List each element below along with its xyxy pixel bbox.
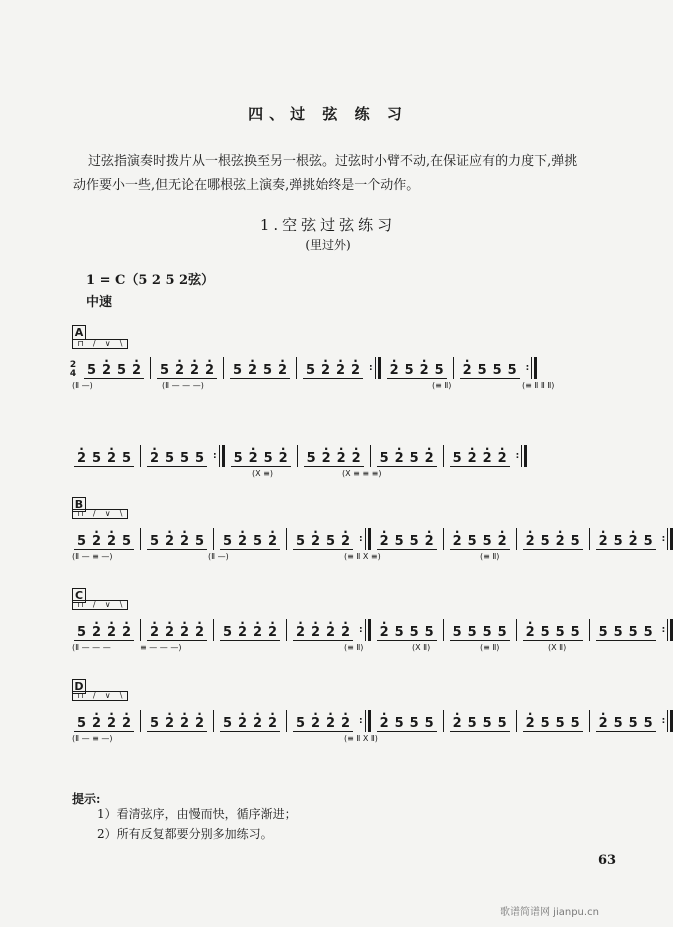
score-line xyxy=(68,357,537,379)
note: 5 xyxy=(450,451,465,467)
note: 5 xyxy=(147,534,162,550)
note: 5 xyxy=(538,534,553,550)
note: · 2 xyxy=(202,363,217,379)
note: · 2 xyxy=(334,451,349,467)
fingering xyxy=(276,643,344,652)
measure xyxy=(298,445,370,467)
measure xyxy=(444,710,516,732)
note: 5 xyxy=(611,534,626,550)
note: · 2 xyxy=(162,534,177,550)
hint-item-1: 1）看清弦序，由慢而快，循序渐进； xyxy=(97,807,297,821)
note: 5 xyxy=(392,625,407,641)
note: 5 xyxy=(392,534,407,550)
fingering: (≡ Ⅱ) xyxy=(344,643,364,652)
note: 5 xyxy=(84,363,99,379)
note: 5 xyxy=(293,534,308,550)
note: 5 xyxy=(231,451,246,467)
measure xyxy=(590,619,662,641)
fingering: (Ⅱ —) xyxy=(72,381,93,390)
note: 5 xyxy=(114,363,129,379)
fingering-line xyxy=(72,734,616,743)
measure xyxy=(78,357,150,379)
note: 5 xyxy=(480,534,495,550)
fingering-line xyxy=(72,552,616,561)
note: · 2 xyxy=(465,451,480,467)
note: 5 xyxy=(495,716,510,732)
note: · 2 xyxy=(265,716,280,732)
fingering-line xyxy=(72,469,612,478)
note: · 2 xyxy=(177,625,192,641)
measure xyxy=(68,528,140,550)
note: · 2 xyxy=(119,625,134,641)
note: · 2 xyxy=(246,451,261,467)
note: · 2 xyxy=(450,534,465,550)
note: · 2 xyxy=(596,716,611,732)
note: 5 xyxy=(465,716,480,732)
note: 5 xyxy=(422,716,437,732)
measure xyxy=(214,710,286,732)
note: 5 xyxy=(626,625,641,641)
note: · 2 xyxy=(323,716,338,732)
note: 5 xyxy=(568,534,583,550)
exercise-label: D xyxy=(72,679,86,694)
measure xyxy=(381,357,453,379)
time-signature: 2 4 xyxy=(69,360,77,379)
fingering xyxy=(548,552,616,561)
measure xyxy=(68,619,140,641)
note: 5 xyxy=(162,451,177,467)
fingering: (≡ Ⅱ X ≡) xyxy=(344,552,381,561)
measure xyxy=(517,619,589,641)
note: · 2 xyxy=(348,363,363,379)
repeat-sign: : xyxy=(359,710,371,732)
fingering xyxy=(548,734,616,743)
note: 5 xyxy=(323,534,338,550)
note: · 2 xyxy=(387,363,402,379)
note: 5 xyxy=(407,451,422,467)
repeat-sign: : xyxy=(526,357,538,379)
note: 5 xyxy=(74,716,89,732)
fingering: (X Ⅱ) xyxy=(412,643,431,652)
measure xyxy=(590,710,662,732)
fingering: (Ⅱ —) xyxy=(208,552,229,561)
fingering xyxy=(140,552,208,561)
section-title: 1.空弦过弦练习 xyxy=(259,216,397,234)
fingering xyxy=(72,469,162,478)
fingering: ≡ — — —) xyxy=(140,643,182,652)
note: 5 xyxy=(402,363,417,379)
note: 5 xyxy=(432,363,447,379)
fingering-line xyxy=(72,381,612,390)
note: · 2 xyxy=(349,451,364,467)
note: · 2 xyxy=(596,534,611,550)
measure xyxy=(287,528,359,550)
note: 5 xyxy=(596,625,611,641)
note: · 2 xyxy=(523,625,538,641)
measure xyxy=(141,528,213,550)
note: 5 xyxy=(568,716,583,732)
fingering: (≡ Ⅱ) xyxy=(480,552,500,561)
note: · 2 xyxy=(293,625,308,641)
note: · 2 xyxy=(177,534,192,550)
note: 5 xyxy=(495,625,510,641)
section-subtitle: (里过外) xyxy=(305,238,351,252)
note: · 2 xyxy=(308,625,323,641)
note: 5 xyxy=(220,716,235,732)
note: · 2 xyxy=(318,363,333,379)
repeat-sign: : xyxy=(662,619,673,641)
bowing-box: ⊓ / ∨ \ xyxy=(72,600,128,610)
note: 5 xyxy=(293,716,308,732)
score-line xyxy=(68,445,527,467)
note: 5 xyxy=(641,534,656,550)
repeat-sign: : xyxy=(359,619,371,641)
note: 5 xyxy=(392,716,407,732)
score-line xyxy=(68,528,673,550)
note: 5 xyxy=(407,534,422,550)
measure xyxy=(454,357,526,379)
bowing-box: ⊓ / ∨ \ xyxy=(72,339,128,349)
fingering xyxy=(412,734,480,743)
note: 5 xyxy=(304,451,319,467)
note: · 2 xyxy=(626,534,641,550)
measure xyxy=(287,619,359,641)
fingering xyxy=(432,469,522,478)
hint-item-2: 2）所有反复都要分别多加练习。 xyxy=(97,827,273,841)
measure xyxy=(287,710,359,732)
note: · 2 xyxy=(104,451,119,467)
note: 5 xyxy=(220,625,235,641)
note: 5 xyxy=(553,716,568,732)
note: · 2 xyxy=(480,451,495,467)
note: · 2 xyxy=(187,363,202,379)
note: 5 xyxy=(260,363,275,379)
note: 5 xyxy=(475,363,490,379)
note: · 2 xyxy=(162,716,177,732)
note: · 2 xyxy=(177,716,192,732)
note: · 2 xyxy=(250,625,265,641)
note: · 2 xyxy=(147,451,162,467)
repeat-sign: : xyxy=(662,710,673,732)
bowing-box: ⊓ / ∨ \ xyxy=(72,509,128,519)
note: · 2 xyxy=(245,363,260,379)
note: · 2 xyxy=(235,716,250,732)
note: · 2 xyxy=(119,716,134,732)
repeat-sign: : xyxy=(213,445,225,467)
fingering: (Ⅱ — — —) xyxy=(162,381,204,390)
note: 5 xyxy=(74,534,89,550)
note: · 2 xyxy=(275,363,290,379)
measure xyxy=(225,445,297,467)
note: · 2 xyxy=(422,534,437,550)
fingering xyxy=(208,734,276,743)
exercise-label: A xyxy=(72,325,86,340)
note: · 2 xyxy=(265,625,280,641)
fingering xyxy=(276,734,344,743)
fingering xyxy=(252,381,342,390)
note: 5 xyxy=(465,625,480,641)
note: · 2 xyxy=(192,625,207,641)
note: 5 xyxy=(119,534,134,550)
measure xyxy=(371,445,443,467)
fingering: (≡ Ⅱ Ⅱ Ⅱ) xyxy=(522,381,555,390)
note: · 2 xyxy=(250,716,265,732)
fingering: (Ⅱ — — — xyxy=(72,643,111,652)
note: 5 xyxy=(74,625,89,641)
fingering: (≡ Ⅱ) xyxy=(432,381,452,390)
note: · 2 xyxy=(162,625,177,641)
fingering xyxy=(342,381,432,390)
fingering xyxy=(208,643,276,652)
note: 5 xyxy=(611,716,626,732)
note: 5 xyxy=(220,534,235,550)
fingering xyxy=(522,469,612,478)
note: 5 xyxy=(505,363,520,379)
note: 5 xyxy=(147,716,162,732)
bowing-box: ⊓ / ∨ \ xyxy=(72,691,128,701)
note: · 2 xyxy=(377,534,392,550)
note: · 2 xyxy=(89,534,104,550)
note: 5 xyxy=(626,716,641,732)
measure xyxy=(517,528,589,550)
exercise-label: B xyxy=(72,497,86,512)
note: 5 xyxy=(407,625,422,641)
note: · 2 xyxy=(338,716,353,732)
measure xyxy=(224,357,296,379)
note: · 2 xyxy=(265,534,280,550)
note: · 2 xyxy=(74,451,89,467)
note: 5 xyxy=(261,451,276,467)
repeat-sign: : xyxy=(369,357,381,379)
note: 5 xyxy=(553,625,568,641)
note: · 2 xyxy=(104,534,119,550)
note: · 2 xyxy=(129,363,144,379)
note: 5 xyxy=(480,625,495,641)
chapter-title: 四、过 弦 练 习 xyxy=(248,105,408,123)
note: 5 xyxy=(192,534,207,550)
note: 5 xyxy=(641,625,656,641)
key-signature: 1 = C（5 2 5 2弦） xyxy=(86,273,215,288)
score-line xyxy=(68,619,673,641)
fingering: (≡ Ⅱ) xyxy=(480,643,500,652)
repeat-sign: : xyxy=(516,445,528,467)
note: · 2 xyxy=(104,716,119,732)
note: 5 xyxy=(422,625,437,641)
note: · 2 xyxy=(308,716,323,732)
fingering xyxy=(140,734,208,743)
note: 5 xyxy=(480,716,495,732)
measure xyxy=(444,528,516,550)
note: 5 xyxy=(192,451,207,467)
note: · 2 xyxy=(392,451,407,467)
note: · 2 xyxy=(276,451,291,467)
fingering-line xyxy=(72,643,616,652)
measure xyxy=(214,528,286,550)
measure xyxy=(68,710,140,732)
note: · 2 xyxy=(99,363,114,379)
measure xyxy=(141,710,213,732)
measure xyxy=(141,619,213,641)
note: · 2 xyxy=(553,534,568,550)
measure xyxy=(371,710,443,732)
note: · 2 xyxy=(235,625,250,641)
note: · 2 xyxy=(338,625,353,641)
fingering: (Ⅱ — ≡ —) xyxy=(72,552,113,561)
exercise-label: C xyxy=(72,588,86,603)
note: · 2 xyxy=(495,451,510,467)
repeat-sign: : xyxy=(359,528,371,550)
note: · 2 xyxy=(333,363,348,379)
note: 5 xyxy=(230,363,245,379)
fingering xyxy=(480,734,548,743)
note: · 2 xyxy=(422,451,437,467)
fingering: (X ≡ ≡ ≡) xyxy=(342,469,382,478)
fingering xyxy=(412,552,480,561)
note: · 2 xyxy=(460,363,475,379)
watermark: 歌谱简谱网 jianpu.cn xyxy=(500,907,599,918)
fingering: (X ≡) xyxy=(252,469,273,478)
note: · 2 xyxy=(172,363,187,379)
note: 5 xyxy=(611,625,626,641)
measure xyxy=(214,619,286,641)
fingering: (≡ Ⅱ X Ⅱ) xyxy=(344,734,378,743)
note: · 2 xyxy=(89,716,104,732)
note: · 2 xyxy=(235,534,250,550)
fingering xyxy=(162,469,252,478)
measure xyxy=(297,357,369,379)
fingering: (Ⅱ — ≡ —) xyxy=(72,734,113,743)
note: · 2 xyxy=(89,625,104,641)
intro-line-1: 过弦指演奏时拨片从一根弦换至另一根弦。过弦时小臂不动,在保证应有的力度下,弹挑 xyxy=(88,154,578,169)
page-number: 63 xyxy=(598,853,617,868)
note: 5 xyxy=(157,363,172,379)
note: 5 xyxy=(177,451,192,467)
note: · 2 xyxy=(377,625,392,641)
note: · 2 xyxy=(308,534,323,550)
note: · 2 xyxy=(417,363,432,379)
note: · 2 xyxy=(523,716,538,732)
note: · 2 xyxy=(147,625,162,641)
note: · 2 xyxy=(104,625,119,641)
note: · 2 xyxy=(319,451,334,467)
measure xyxy=(444,619,516,641)
note: 5 xyxy=(568,625,583,641)
note: 5 xyxy=(490,363,505,379)
measure xyxy=(371,528,443,550)
note: 5 xyxy=(119,451,134,467)
measure xyxy=(590,528,662,550)
note: · 2 xyxy=(377,716,392,732)
score-line xyxy=(68,710,673,732)
fingering xyxy=(276,552,344,561)
note: 5 xyxy=(303,363,318,379)
measure xyxy=(444,445,516,467)
measure xyxy=(371,619,443,641)
note: 5 xyxy=(450,625,465,641)
measure xyxy=(141,445,213,467)
note: 5 xyxy=(407,716,422,732)
note: 5 xyxy=(538,716,553,732)
note: 5 xyxy=(465,534,480,550)
intro-paragraph xyxy=(73,150,608,198)
note: 5 xyxy=(377,451,392,467)
repeat-sign: : xyxy=(662,528,673,550)
note: · 2 xyxy=(495,534,510,550)
note: · 2 xyxy=(523,534,538,550)
hint-title: 提示: xyxy=(72,792,101,806)
note: · 2 xyxy=(192,716,207,732)
intro-line-2: 动作要小一些,但无论在哪根弦上演奏,弹挑始终是一个动作。 xyxy=(73,178,420,193)
note: 5 xyxy=(538,625,553,641)
measure xyxy=(517,710,589,732)
note: 5 xyxy=(641,716,656,732)
measure xyxy=(151,357,223,379)
note: · 2 xyxy=(323,625,338,641)
note: · 2 xyxy=(450,716,465,732)
measure xyxy=(68,445,140,467)
tempo-marking: 中速 xyxy=(86,295,113,310)
fingering: (X Ⅱ) xyxy=(548,643,567,652)
note: · 2 xyxy=(338,534,353,550)
note: 5 xyxy=(250,534,265,550)
note: 5 xyxy=(89,451,104,467)
